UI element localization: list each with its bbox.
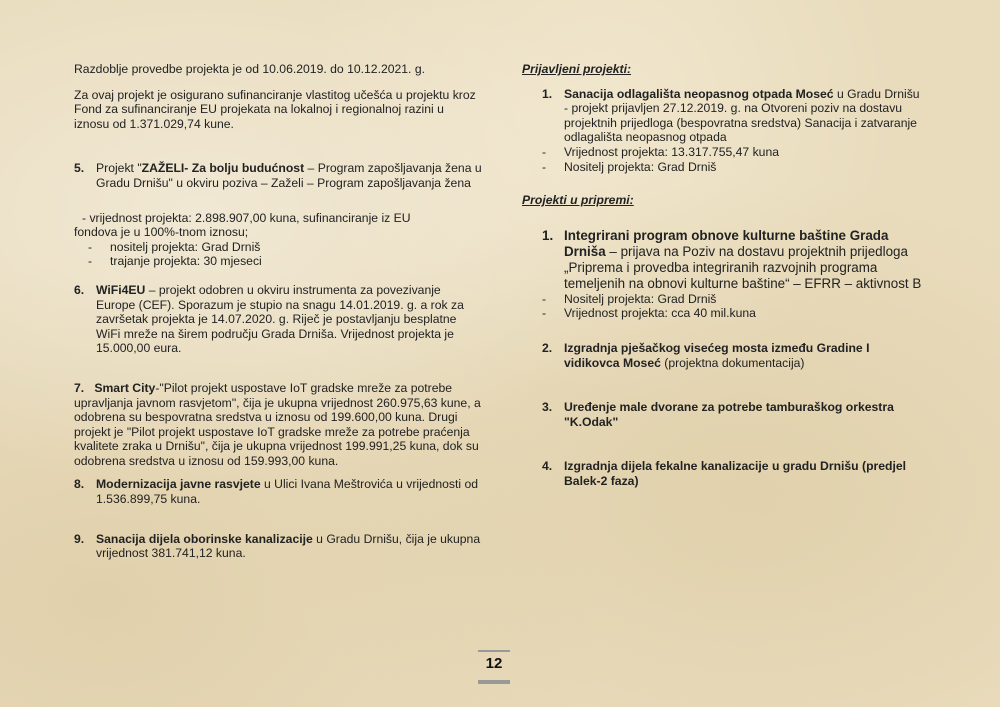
period-text: Razdoblje provedbe projekta je od 10.06.2019. do 10.12.2021. g. bbox=[74, 62, 425, 76]
prep-item-1: 1. Integrirani program obnove kulturne baštine Grada Drniša – prijava na Poziv na dostavu projektnih prijedloga „Priprema i provedba integriranih razvojnih programa temeljenih na obnovi kulturne baštine“ – EFRR – aktivnost B bbox=[542, 227, 922, 291]
heading-submitted: Prijavljeni projekti: bbox=[522, 62, 632, 76]
submitted-item-1-bearer: - Nositelj projekta: Grad Drniš bbox=[542, 159, 717, 174]
list-item-7: 7. Smart City-"Pilot projekt uspostave IoT gradske mreže za potrebe upravljanja javnom rasvjetom", čija je ukupna vrijednost 260.975,63 kune, a odobrena su bespovratna sredstva u iznosu od 199.600,00 kuna. Drugi projekt je "Pilot projekt uspostave IoT gradske mreže za potrebe praćenja kvalitete zraka u Drnišu", čija je ukupna vrijednost 199.991,25 kuna, dok su odobrena sredstva u iznosu od 159.993,00 kuna. bbox=[74, 380, 481, 468]
prep-item-1-bearer: - Nositelj projekta: Grad Drniš bbox=[542, 291, 717, 306]
item5-value-line2: fondova je u 100%-tnom iznosu; bbox=[74, 225, 249, 240]
list-item-6: 6. WiFi4EU – projekt odobren u okviru instrumenta za povezivanje Europe (CEF). Sporazum je stupio na snagu 14.01.2019. g. a rok za završetak projekta je 14.07.2020. g. Riječ je postavljanju besplatne WiFi mreže na širem području Grada Drniša. Vrijednost projekta je 15.000,00 eura. bbox=[74, 282, 464, 356]
list-item-8: 8. Modernizacija javne rasvjete u Ulici Ivana Meštrovića u vrijednosti od 1.536.899,75 kuna. bbox=[74, 477, 479, 507]
cofinance-text: Za ovaj projekt je osigurano sufinanciranje vlastitog učešća u projektu kroz Fond za sufinanciranje EU projekata na lokalnoj i regionalnoj razini u iznosu od 1.371.029,74 kune. bbox=[74, 87, 476, 131]
prep-item-3: 3. Uređenje male dvorane za potrebe tamburaškog orkestra "K.Odak" bbox=[542, 400, 894, 429]
item5-value-line1: - vrijednost projekta: 2.898.907,00 kuna, sufinanciranje iz EU bbox=[82, 210, 411, 225]
item5-duration: - trajanje projekta: 30 mjeseci bbox=[88, 254, 262, 269]
prep-item-2: 2. Izgradnja pješačkog visećeg mosta između Gradine I vidikovca Moseć (projektna dokumentacija) bbox=[542, 340, 870, 370]
submitted-item-1-value: - Vrijednost projekta: 13.317.755,47 kuna bbox=[542, 144, 780, 159]
right-column bbox=[522, 62, 927, 489]
prep-item-4: 4. Izgradnja dijela fekalne kanalizacije u gradu Drnišu (predjel Balek-2 faza) bbox=[542, 459, 907, 488]
page-number: 12 bbox=[478, 650, 510, 684]
left-column bbox=[74, 62, 482, 561]
list-item-5: 5. Projekt "ZAŽELI- Za bolju budućnost – Program zapošljavanja žena u Gradu Drnišu" u okviru poziva – Zaželi – Program zapošljavanja žena bbox=[74, 161, 482, 190]
list-item-9: 9. Sanacija dijela oborinske kanalizacije u Gradu Drnišu, čija je ukupna vrijednost 381.741,12 kuna. bbox=[74, 531, 481, 561]
submitted-item-1: 1. Sanacija odlagališta neopasnog otpada Moseć u Gradu Drnišu - projekt prijavljen 27.12.2019. g. na Otvoreni poziv na dostavu projektnih prijedloga (bespovratna sredstva) Sanacija i zatvaranje odlagališta neopasnog otpada bbox=[542, 86, 920, 145]
prep-item-1-value: - Vrijednost projekta: cca 40 mil.kuna bbox=[542, 306, 756, 321]
item5-bearer: - nositelj projekta: Grad Drniš bbox=[88, 239, 261, 254]
heading-in-preparation: Projekti u pripremi: bbox=[522, 193, 634, 208]
